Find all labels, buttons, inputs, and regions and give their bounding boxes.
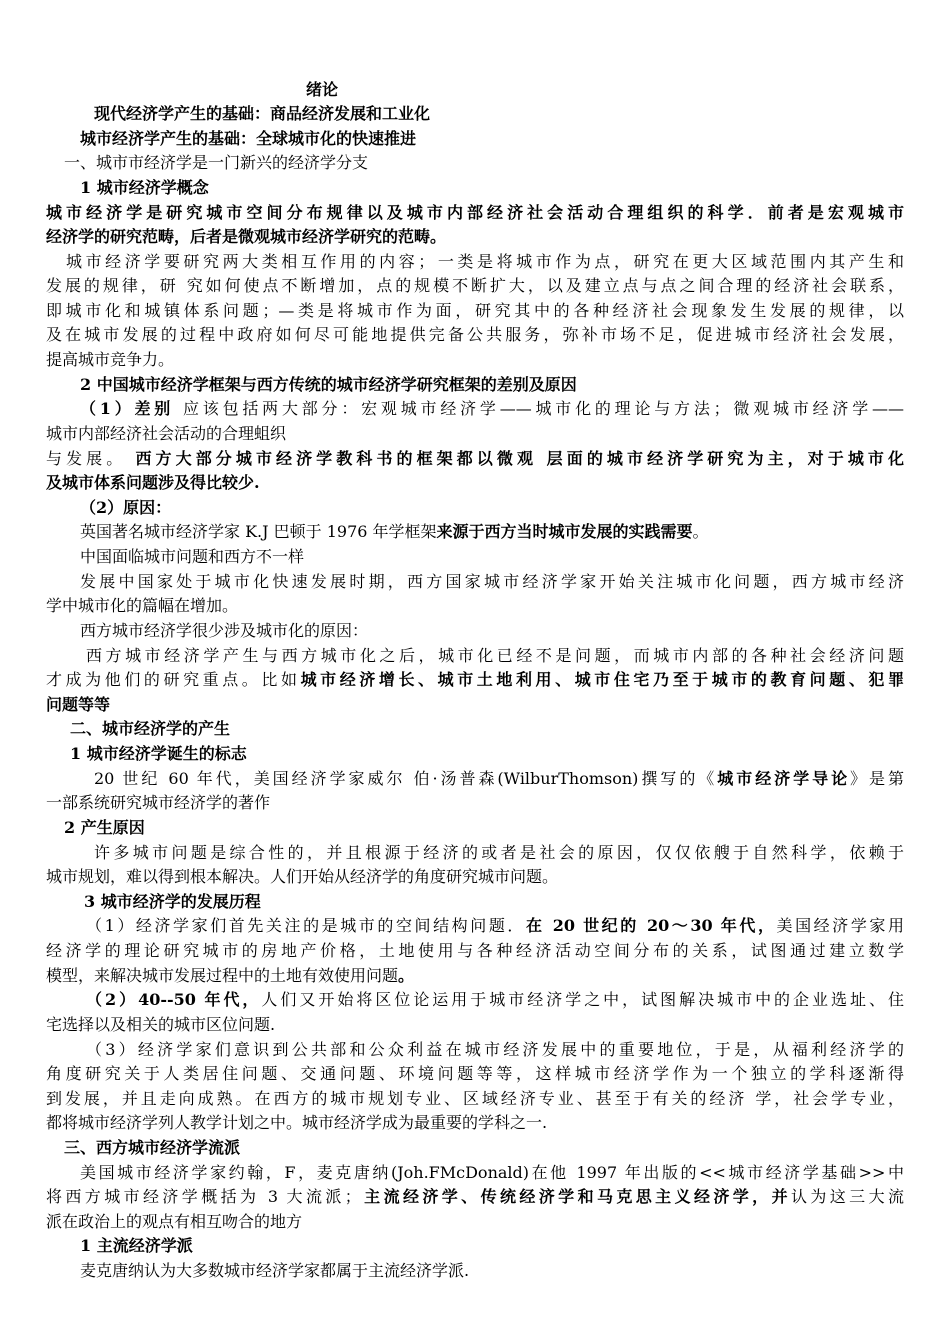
text: 派在政治上的观点有相互吻合的地方 xyxy=(46,1212,303,1231)
text: 英国著名城市经济学家 K.J 巴顿于 1976 年学框架 xyxy=(80,522,437,541)
bold-text: 城市经济学导论 xyxy=(717,769,851,788)
paragraph-line xyxy=(86,988,904,1013)
paragraph-line xyxy=(80,520,709,545)
section-1-heading xyxy=(64,151,368,176)
bold-text: （2）原因： xyxy=(80,498,172,517)
bold-text: 在 20 世纪的 20～30 年代， xyxy=(525,916,777,935)
paragraph-line xyxy=(46,964,414,989)
text: （3）经济学家们意识到公共部和公众利益在城市经济发展中的重要地位，于是，从福利经济学的 xyxy=(86,1040,904,1059)
paragraph-line xyxy=(80,1259,469,1284)
paragraph-line xyxy=(80,1161,904,1186)
paragraph-line xyxy=(86,644,904,669)
paragraph-line xyxy=(46,274,904,299)
text: 》是第 xyxy=(850,769,904,788)
paragraph-line xyxy=(46,447,904,472)
bold-text: 2 中国城市经济学框架与西方传统的城市经济学研究框架的差别及原因 xyxy=(80,375,577,394)
subheading-birth-mark xyxy=(70,742,247,767)
subheading-concept xyxy=(80,176,209,201)
paragraph-line xyxy=(46,1185,904,1210)
paragraph-line xyxy=(46,1013,275,1038)
paragraph-line xyxy=(46,225,446,250)
heading-urban-econ-basis xyxy=(80,127,416,152)
bold-text: 西方大部分城市经济学教科书的框架都以微观 层面的城市经济学研究为主，对于城市化 xyxy=(135,449,904,468)
bold-text: （2）40--50 年代， xyxy=(86,990,262,1009)
paragraph-line xyxy=(46,939,904,964)
text: 美国经济学家用 xyxy=(776,916,904,935)
subheading-framework-difference xyxy=(80,373,577,398)
text: 一部系统研究城市经济学的著作 xyxy=(46,793,271,812)
paragraph-line xyxy=(46,668,904,693)
bold-text: 3 城市经济学的发展历程 xyxy=(84,892,261,911)
text: 应该包括两大部分：宏观城市经济学——城市化的理论与方法；微观城市经济学—— xyxy=(174,399,904,418)
paragraph-line xyxy=(46,865,558,890)
bold-text: 来源于西方当时城市发展的实践需要 xyxy=(436,522,693,541)
text: 城市规划，难以得到根本解决。人们开始从经济学的角度研究城市问题。 xyxy=(46,867,559,886)
paragraph-line xyxy=(46,422,286,447)
paragraph-line xyxy=(80,570,904,595)
paragraph-line xyxy=(46,201,904,226)
text: 麦克唐纳认为大多数城市经济学家都属于主流经济学派. xyxy=(80,1261,470,1280)
text: 模型，来解决城市发展过程中的土地有效使用问题 xyxy=(46,966,399,985)
paragraph-line xyxy=(80,619,368,644)
text: 。 xyxy=(692,522,709,541)
subheading-mainstream xyxy=(80,1234,193,1259)
subheading-causes xyxy=(64,816,145,841)
bold-text: 经济学的研究范畴，后者是微观城市经济学研究的范畴。 xyxy=(46,227,447,246)
paragraph-line xyxy=(46,323,904,348)
bold-text: 2 产生原因 xyxy=(64,818,145,837)
text: 认为这三大流 xyxy=(790,1187,904,1206)
text: 与发展。 xyxy=(46,449,136,468)
bold-text: 。 xyxy=(398,966,415,985)
bold-text: 城市经济学是研究城市空间分布规律以及城市内部经济社会活动合理组织的科学．前者是宏观城市 xyxy=(46,203,904,222)
paragraph-line xyxy=(46,594,238,619)
text: 西方城市经济学很少涉及城市化的原因： xyxy=(80,621,369,640)
paragraph-line xyxy=(80,545,304,570)
text: 才成为他们的研究重点。比如 xyxy=(46,670,301,689)
bold-text: 现代经济学产生的基础：商品经济发展和工业化 xyxy=(94,104,431,123)
paragraph-line xyxy=(46,1087,904,1112)
paragraph-line xyxy=(46,471,260,496)
text: 宅选择以及相关的城市区位问题. xyxy=(46,1015,276,1034)
paragraph-line xyxy=(46,693,110,718)
text: 发展中国家处于城市化快速发展时期，西方国家城市经济学家开始关注城市化问题，西方城市经济 xyxy=(80,572,904,591)
text: 美国城市经济学家约翰，F，麦克唐纳(Joh.FMcDonald)在他 1997 年出版的<<城市经济学基础>>中 xyxy=(80,1163,904,1182)
paragraph-line xyxy=(94,841,904,866)
bold-text: 城市经济学产生的基础：全球城市化的快速推进 xyxy=(80,129,417,148)
paragraph-line xyxy=(66,250,904,275)
section-3-heading xyxy=(64,1136,240,1161)
subheading-history xyxy=(84,890,261,915)
paragraph-line xyxy=(86,1038,904,1063)
bold-text: 1 城市经济学诞生的标志 xyxy=(70,744,247,763)
bold-text: 1 主流经济学派 xyxy=(80,1236,193,1255)
heading-modern-econ-basis xyxy=(94,102,430,127)
text: 角度研究关于人类居住问题、交通问题、环境问题等等，这样城市经济学作为一个独立的学科逐渐得 xyxy=(46,1064,904,1083)
section-2-heading xyxy=(70,717,230,742)
text: 发展的规律，研 究如何使点不断增加，点的规模不断扩大，以及建立点与点之间合理的经济社会联系， xyxy=(46,276,904,295)
bold-text: 城市经济增长、城市土地利用、城市住宅乃至于城市的教育问题、犯罪 xyxy=(300,670,904,689)
text: （1）经济学家们首先关注的是城市的空间结构问题． xyxy=(86,916,526,935)
text: 许多城市问题是综合性的，并且根源于经济的或者是社会的原因，仅仅依艘于自然科学，依赖于 xyxy=(94,843,904,862)
text: 及在城市发展的过程中政府如何尽可能地提供完备公共服务，弥补市场不足，促进城市经济社会发展， xyxy=(46,325,904,344)
bold-text: （1）差别 xyxy=(80,399,175,418)
text: 到发展，并且走向成熟。在西方的城市规划专业、区域经济专业、甚至于有关的经济 学，社会学专业， xyxy=(46,1089,904,1108)
text: 人们又开始将区位论运用于城市经济学之中，试图解决城市中的企业选址、住 xyxy=(261,990,904,1009)
paragraph-line xyxy=(46,1111,547,1136)
text: 西方城市经济学产生与西方城市化之后，城市化已经不是问题，而城市内部的各种社会经济问题 xyxy=(86,646,904,665)
text: 都将城市经济学列人教学计划之中。城市经济学成为最重要的学科之一. xyxy=(46,1113,548,1132)
bold-text: 1 城市经济学概念 xyxy=(80,178,209,197)
paragraph-line xyxy=(46,791,270,816)
doc-title: 绪论 xyxy=(306,80,339,99)
paragraph-line xyxy=(86,914,904,939)
text: 经济学的理论研究城市的房地产价格，土地使用与各种经济活动空间分布的关系，试图通过建立数学 xyxy=(46,941,904,960)
paragraph-line xyxy=(46,299,904,324)
text: 即城市化和城镇体系问题；—类是将城市作为面，研究其中的各种经济社会现象发生发展的规律，以 xyxy=(46,301,904,320)
paragraph-line xyxy=(46,1210,302,1235)
paragraph-line xyxy=(46,348,174,373)
paragraph-line xyxy=(80,397,904,422)
text: 一、城市市经济学是一门新兴的经济学分支 xyxy=(64,153,369,172)
text: 城市经济学要研究两大类相互作用的内容；一类是将城市作为点，研究在更大区域范围内其产生和 xyxy=(66,252,904,271)
text: 中国面临城市问题和西方不一样 xyxy=(80,547,305,566)
text: 将西方城市经济学概括为 3 大流派； xyxy=(46,1187,361,1206)
bold-text: 主流经济学、传统经济学和马克思主义经济学，并 xyxy=(360,1187,791,1206)
bold-text: 及城市体系问题涉及得比较少. xyxy=(46,473,260,492)
text: 城市内部经济社会活动的合理蛆织 xyxy=(46,424,287,443)
bold-text: 二、城市经济学的产生 xyxy=(70,719,231,738)
text: 提高城市竞争力。 xyxy=(46,350,175,369)
subheading-reasons xyxy=(80,496,171,521)
text: 学中城市化的篇幅在增加。 xyxy=(46,596,239,615)
bold-text: 问题等等 xyxy=(46,695,111,714)
paragraph-line xyxy=(46,1062,904,1087)
bold-text: 三、西方城市经济学流派 xyxy=(64,1138,241,1157)
paragraph-line xyxy=(94,767,904,792)
text: 20 世纪 60 年代，美国经济学家威尔 伯·汤普森(WilburThomson)撰写的《 xyxy=(94,769,718,788)
